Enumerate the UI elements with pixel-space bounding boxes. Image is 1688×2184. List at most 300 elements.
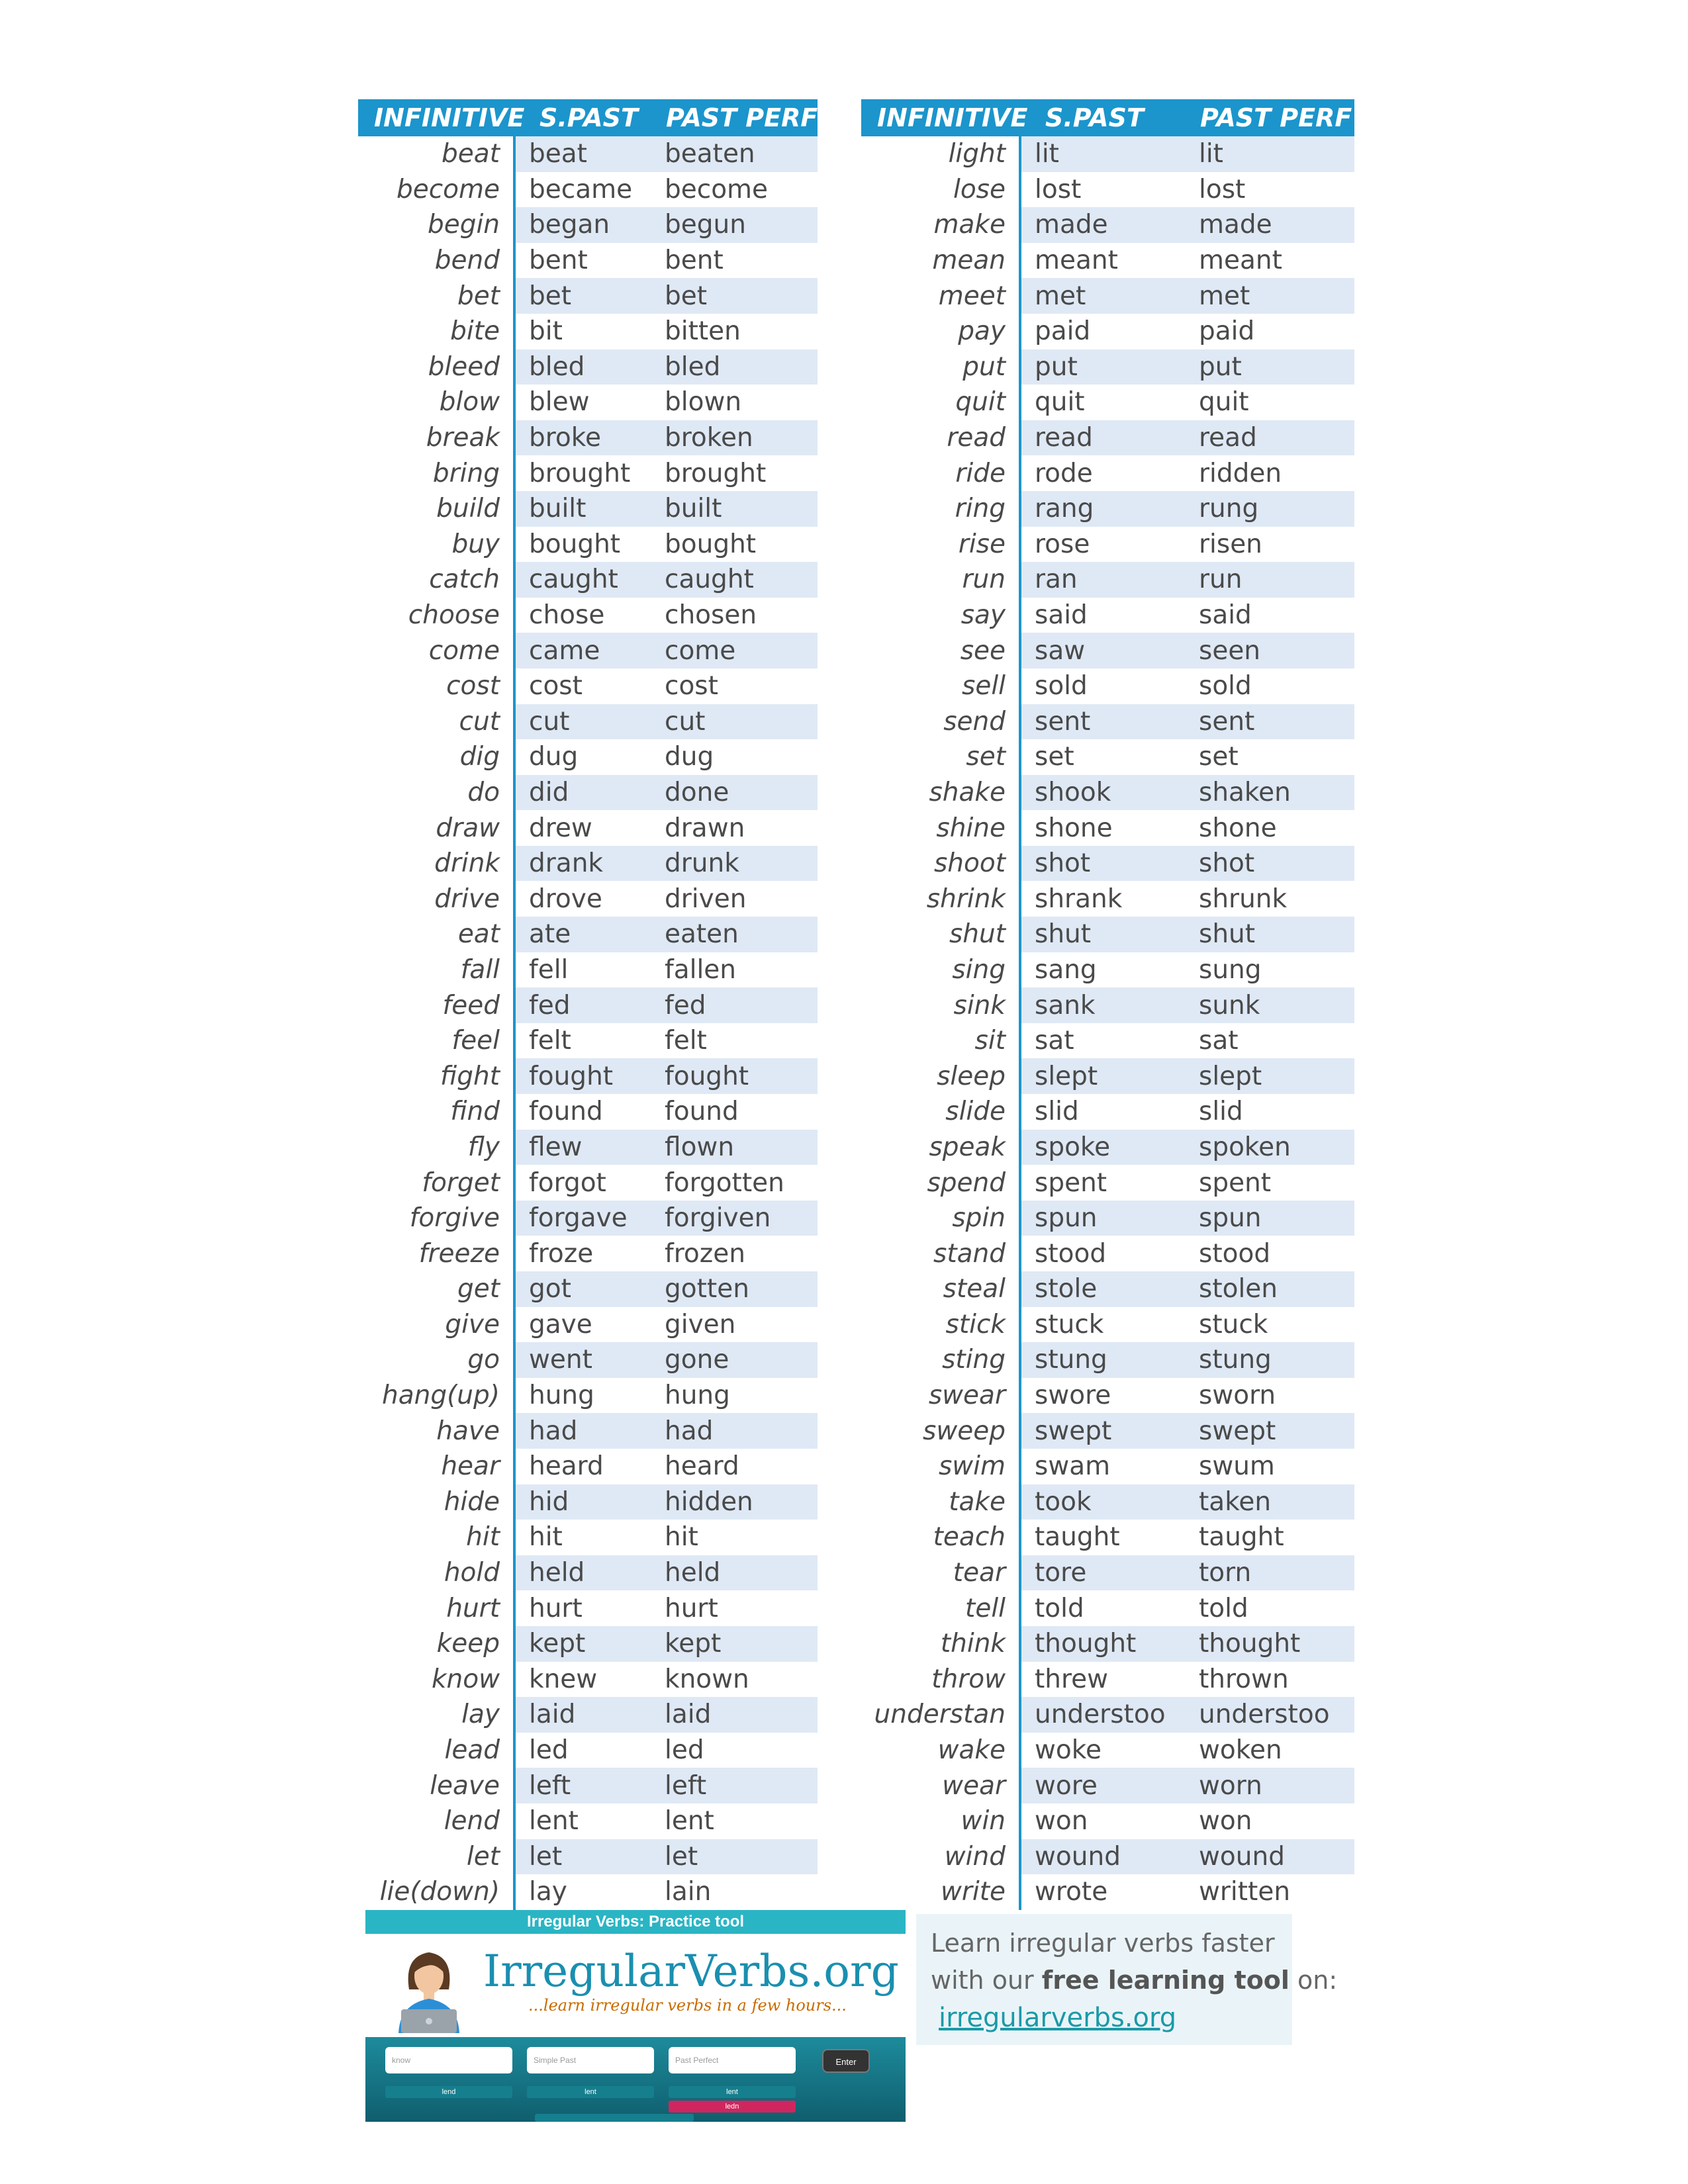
infinitive-cell: hang(up) bbox=[358, 1378, 514, 1414]
past-perfect-cell: quit bbox=[1186, 385, 1354, 420]
table-row bbox=[861, 207, 1354, 243]
past-perfect-cell: risen bbox=[1186, 527, 1354, 563]
simple-past-cell: shook bbox=[1020, 775, 1186, 811]
past-perfect-cell: sworn bbox=[1186, 1378, 1354, 1414]
past-perfect-cell: torn bbox=[1186, 1555, 1354, 1591]
infinitive-cell: feed bbox=[358, 987, 514, 1023]
simple-past-cell: gave bbox=[514, 1307, 651, 1343]
infinitive-cell: blow bbox=[358, 385, 514, 420]
table-row bbox=[861, 1307, 1354, 1343]
past-perfect-cell: set bbox=[1186, 739, 1354, 775]
simple-past-cell: went bbox=[514, 1342, 651, 1378]
table-row bbox=[861, 1413, 1354, 1449]
past-perfect-cell: bent bbox=[651, 243, 818, 279]
logo-tagline: ...learn irregular verbs in a few hours... bbox=[528, 1996, 847, 2015]
table-row bbox=[861, 1058, 1354, 1094]
past-perfect-cell: become bbox=[651, 172, 818, 208]
simple-past-cell: flew bbox=[514, 1130, 651, 1165]
table-row bbox=[358, 598, 818, 633]
infinitive-cell: sing bbox=[861, 952, 1020, 988]
table-row bbox=[358, 1094, 818, 1130]
table-row bbox=[358, 810, 818, 846]
simple-past-cell: cut bbox=[514, 704, 651, 740]
table-row bbox=[861, 1520, 1354, 1555]
infinitive-cell: wind bbox=[861, 1839, 1020, 1875]
table-row bbox=[358, 136, 818, 172]
simple-past-cell: taught bbox=[1020, 1520, 1186, 1555]
infinitive-cell: lie(down) bbox=[358, 1874, 514, 1910]
past-perfect-cell: given bbox=[651, 1307, 818, 1343]
table-row bbox=[358, 455, 818, 491]
answer-chip: lent bbox=[527, 2086, 654, 2098]
simple-past-input[interactable]: Simple Past bbox=[527, 2047, 654, 2073]
past-perfect-cell: eaten bbox=[651, 917, 818, 952]
simple-past-cell: shone bbox=[1020, 810, 1186, 846]
table-row bbox=[861, 846, 1354, 882]
table-row bbox=[861, 1590, 1354, 1626]
verb-table-right bbox=[861, 99, 1356, 1910]
table-row bbox=[861, 1662, 1354, 1698]
infinitive-cell: buy bbox=[358, 527, 514, 563]
infinitive-cell: bring bbox=[358, 455, 514, 491]
table-row bbox=[358, 917, 818, 952]
infinitive-cell: tear bbox=[861, 1555, 1020, 1591]
table-row bbox=[861, 952, 1354, 988]
infinitive-cell: wear bbox=[861, 1768, 1020, 1803]
simple-past-cell: built bbox=[514, 491, 651, 527]
past-perfect-cell: built bbox=[651, 491, 818, 527]
table-row bbox=[861, 455, 1354, 491]
table-row bbox=[861, 1555, 1354, 1591]
simple-past-cell: got bbox=[514, 1271, 651, 1307]
infinitive-cell: dig bbox=[358, 739, 514, 775]
past-perfect-cell: blown bbox=[651, 385, 818, 420]
past-perfect-cell: spun bbox=[1186, 1201, 1354, 1236]
infinitive-cell: stick bbox=[861, 1307, 1020, 1343]
simple-past-cell: meant bbox=[1020, 243, 1186, 279]
infinitive-input[interactable]: know bbox=[385, 2047, 512, 2073]
header-past-perfect: PAST PERF bbox=[1186, 99, 1354, 136]
simple-past-cell: felt bbox=[514, 1023, 651, 1059]
past-perfect-cell: fought bbox=[651, 1058, 818, 1094]
table-row bbox=[861, 1697, 1354, 1733]
table-row bbox=[358, 704, 818, 740]
answer-chip: lend bbox=[385, 2086, 512, 2098]
simple-past-cell: had bbox=[514, 1413, 651, 1449]
past-perfect-cell: understoo bbox=[1186, 1697, 1354, 1733]
infinitive-cell: lose bbox=[861, 172, 1020, 208]
infinitive-cell: sleep bbox=[861, 1058, 1020, 1094]
simple-past-cell: froze bbox=[514, 1236, 651, 1271]
table-row bbox=[861, 1803, 1354, 1839]
past-perfect-cell: done bbox=[651, 775, 818, 811]
past-perfect-cell: stuck bbox=[1186, 1307, 1354, 1343]
past-perfect-cell: forgiven bbox=[651, 1201, 818, 1236]
infinitive-cell: leave bbox=[358, 1768, 514, 1803]
simple-past-cell: found bbox=[514, 1094, 651, 1130]
promo-line-2 bbox=[931, 1966, 1337, 1995]
infinitive-cell: run bbox=[861, 562, 1020, 598]
infinitive-cell: fall bbox=[358, 952, 514, 988]
past-perfect-cell: driven bbox=[651, 881, 818, 917]
simple-past-cell: read bbox=[1020, 420, 1186, 456]
infinitive-cell: hear bbox=[358, 1449, 514, 1484]
infinitive-cell: become bbox=[358, 172, 514, 208]
infinitive-cell: hold bbox=[358, 1555, 514, 1591]
table-row bbox=[358, 987, 818, 1023]
simple-past-cell: ate bbox=[514, 917, 651, 952]
infinitive-cell: catch bbox=[358, 562, 514, 598]
past-perfect-cell: shut bbox=[1186, 917, 1354, 952]
past-perfect-cell: said bbox=[1186, 598, 1354, 633]
table-row bbox=[358, 1839, 818, 1875]
promo-prefix: with our bbox=[931, 1966, 1042, 1995]
table-row bbox=[861, 278, 1354, 314]
simple-past-cell: fell bbox=[514, 952, 651, 988]
infinitive-cell: beat bbox=[358, 136, 514, 172]
table-row bbox=[861, 598, 1354, 633]
infinitive-cell: choose bbox=[358, 598, 514, 633]
simple-past-cell: did bbox=[514, 775, 651, 811]
past-perfect-input[interactable]: Past Perfect bbox=[669, 2047, 796, 2073]
infinitive-cell: sting bbox=[861, 1342, 1020, 1378]
infinitive-cell: build bbox=[358, 491, 514, 527]
infinitive-cell: drink bbox=[358, 846, 514, 882]
infinitive-cell: sell bbox=[861, 668, 1020, 704]
past-perfect-cell: stood bbox=[1186, 1236, 1354, 1271]
simple-past-cell: wore bbox=[1020, 1768, 1186, 1803]
table-row bbox=[861, 668, 1354, 704]
past-perfect-cell: run bbox=[1186, 562, 1354, 598]
infinitive-cell: spin bbox=[861, 1201, 1020, 1236]
past-perfect-cell: found bbox=[651, 1094, 818, 1130]
past-perfect-cell: had bbox=[651, 1413, 818, 1449]
infinitive-cell: understan bbox=[861, 1697, 1020, 1733]
table-row bbox=[861, 704, 1354, 740]
past-perfect-cell: chosen bbox=[651, 598, 818, 633]
answer-chip: lent bbox=[669, 2086, 796, 2098]
table-row bbox=[358, 1590, 818, 1626]
table-row bbox=[358, 1697, 818, 1733]
infinitive-cell: say bbox=[861, 598, 1020, 633]
simple-past-cell: understoo bbox=[1020, 1697, 1186, 1733]
table-row bbox=[861, 1201, 1354, 1236]
table-row bbox=[358, 1662, 818, 1698]
past-perfect-cell: sung bbox=[1186, 952, 1354, 988]
infinitive-cell: stand bbox=[861, 1236, 1020, 1271]
simple-past-cell: heard bbox=[514, 1449, 651, 1484]
infinitive-cell: meet bbox=[861, 278, 1020, 314]
header-infinitive: INFINITIVE bbox=[861, 99, 1020, 136]
table-row bbox=[861, 172, 1354, 208]
promo-bold: free learning tool bbox=[1041, 1966, 1289, 1995]
simple-past-cell: told bbox=[1020, 1590, 1186, 1626]
table-row bbox=[358, 1236, 818, 1271]
table-row bbox=[861, 1626, 1354, 1662]
person-with-laptop-icon bbox=[389, 1943, 469, 2033]
table-row bbox=[861, 1733, 1354, 1768]
infinitive-cell: go bbox=[358, 1342, 514, 1378]
simple-past-cell: dug bbox=[514, 739, 651, 775]
simple-past-cell: said bbox=[1020, 598, 1186, 633]
infinitive-cell: mean bbox=[861, 243, 1020, 279]
progress-chip bbox=[535, 2114, 694, 2122]
table-row bbox=[861, 1130, 1354, 1165]
infinitive-cell: have bbox=[358, 1413, 514, 1449]
table-row bbox=[861, 1484, 1354, 1520]
simple-past-cell: won bbox=[1020, 1803, 1186, 1839]
simple-past-cell: met bbox=[1020, 278, 1186, 314]
infinitive-cell: forgive bbox=[358, 1201, 514, 1236]
infinitive-cell: eat bbox=[358, 917, 514, 952]
infinitive-cell: sweep bbox=[861, 1413, 1020, 1449]
simple-past-cell: brought bbox=[514, 455, 651, 491]
table-row bbox=[358, 1130, 818, 1165]
simple-past-cell: caught bbox=[514, 562, 651, 598]
infinitive-cell: put bbox=[861, 349, 1020, 385]
practice-tool-banner[interactable] bbox=[365, 1910, 906, 2122]
table-row bbox=[358, 1484, 818, 1520]
table-row bbox=[358, 278, 818, 314]
infinitive-cell: shut bbox=[861, 917, 1020, 952]
header-simple-past: S.PAST bbox=[514, 99, 651, 136]
past-perfect-cell: thrown bbox=[1186, 1662, 1354, 1698]
table-row bbox=[861, 881, 1354, 917]
past-perfect-cell: frozen bbox=[651, 1236, 818, 1271]
infinitive-cell: do bbox=[358, 775, 514, 811]
table-row bbox=[358, 1520, 818, 1555]
past-perfect-cell: hung bbox=[651, 1378, 818, 1414]
table-row bbox=[358, 1449, 818, 1484]
infinitive-cell: hurt bbox=[358, 1590, 514, 1626]
simple-past-cell: threw bbox=[1020, 1662, 1186, 1698]
table-row bbox=[861, 1271, 1354, 1307]
simple-past-cell: made bbox=[1020, 207, 1186, 243]
table-row bbox=[861, 491, 1354, 527]
past-perfect-cell: slid bbox=[1186, 1094, 1354, 1130]
promo-suffix: on: bbox=[1289, 1966, 1338, 1995]
simple-past-cell: lit bbox=[1020, 136, 1186, 172]
past-perfect-cell: written bbox=[1186, 1874, 1354, 1910]
infinitive-cell: make bbox=[861, 207, 1020, 243]
simple-past-cell: slid bbox=[1020, 1094, 1186, 1130]
infinitive-cell: see bbox=[861, 633, 1020, 668]
infinitive-cell: quit bbox=[861, 385, 1020, 420]
table-row bbox=[358, 172, 818, 208]
past-perfect-cell: rung bbox=[1186, 491, 1354, 527]
infinitive-cell: bite bbox=[358, 314, 514, 349]
simple-past-cell: spent bbox=[1020, 1165, 1186, 1201]
infinitive-cell: sit bbox=[861, 1023, 1020, 1059]
infinitive-cell: lend bbox=[358, 1803, 514, 1839]
infinitive-cell: think bbox=[861, 1626, 1020, 1662]
simple-past-cell: tore bbox=[1020, 1555, 1186, 1591]
infinitive-cell: forget bbox=[358, 1165, 514, 1201]
infinitive-cell: shrink bbox=[861, 881, 1020, 917]
infinitive-cell: pay bbox=[861, 314, 1020, 349]
simple-past-cell: drove bbox=[514, 881, 651, 917]
simple-past-cell: wound bbox=[1020, 1839, 1186, 1875]
infinitive-cell: hit bbox=[358, 1520, 514, 1555]
simple-past-cell: lost bbox=[1020, 172, 1186, 208]
simple-past-cell: cost bbox=[514, 668, 651, 704]
promo-line-1: Learn irregular verbs faster bbox=[931, 1929, 1275, 1958]
past-perfect-cell: forgotten bbox=[651, 1165, 818, 1201]
table-row bbox=[358, 952, 818, 988]
past-perfect-cell: bitten bbox=[651, 314, 818, 349]
table-row bbox=[358, 1803, 818, 1839]
past-perfect-cell: heard bbox=[651, 1449, 818, 1484]
simple-past-cell: sank bbox=[1020, 987, 1186, 1023]
promo-link[interactable]: irregularverbs.org bbox=[939, 2003, 1177, 2033]
infinitive-cell: rise bbox=[861, 527, 1020, 563]
table-row bbox=[358, 1626, 818, 1662]
infinitive-cell: speak bbox=[861, 1130, 1020, 1165]
simple-past-cell: sang bbox=[1020, 952, 1186, 988]
past-perfect-cell: brought bbox=[651, 455, 818, 491]
past-perfect-cell: sunk bbox=[1186, 987, 1354, 1023]
simple-past-cell: hit bbox=[514, 1520, 651, 1555]
infinitive-cell: ring bbox=[861, 491, 1020, 527]
simple-past-cell: lay bbox=[514, 1874, 651, 1910]
simple-past-cell: ran bbox=[1020, 562, 1186, 598]
simple-past-cell: sent bbox=[1020, 704, 1186, 740]
infinitive-cell: break bbox=[358, 420, 514, 456]
past-perfect-cell: broken bbox=[651, 420, 818, 456]
infinitive-cell: take bbox=[861, 1484, 1020, 1520]
past-perfect-cell: sent bbox=[1186, 704, 1354, 740]
infinitive-cell: fly bbox=[358, 1130, 514, 1165]
table-row bbox=[861, 810, 1354, 846]
past-perfect-cell: beaten bbox=[651, 136, 818, 172]
table-row bbox=[358, 881, 818, 917]
past-perfect-cell: fed bbox=[651, 987, 818, 1023]
simple-past-cell: lent bbox=[514, 1803, 651, 1839]
table-row bbox=[861, 917, 1354, 952]
table-row bbox=[861, 527, 1354, 563]
table-row bbox=[861, 314, 1354, 349]
infinitive-cell: cut bbox=[358, 704, 514, 740]
simple-past-cell: rose bbox=[1020, 527, 1186, 563]
table-header-row bbox=[861, 99, 1354, 136]
past-perfect-cell: cut bbox=[651, 704, 818, 740]
table-row bbox=[861, 420, 1354, 456]
infinitive-cell: know bbox=[358, 1662, 514, 1698]
past-perfect-cell: come bbox=[651, 633, 818, 668]
infinitive-cell: bleed bbox=[358, 349, 514, 385]
past-perfect-cell: bet bbox=[651, 278, 818, 314]
table-row bbox=[358, 562, 818, 598]
past-perfect-cell: meant bbox=[1186, 243, 1354, 279]
table-row bbox=[358, 1768, 818, 1803]
past-perfect-cell: lain bbox=[651, 1874, 818, 1910]
simple-past-cell: forgot bbox=[514, 1165, 651, 1201]
past-perfect-cell: gone bbox=[651, 1342, 818, 1378]
simple-past-cell: woke bbox=[1020, 1733, 1186, 1768]
logo-text: IrregularVerbs.org bbox=[483, 1946, 899, 1997]
simple-past-cell: hid bbox=[514, 1484, 651, 1520]
table-row bbox=[358, 1165, 818, 1201]
simple-past-cell: swept bbox=[1020, 1413, 1186, 1449]
simple-past-cell: kept bbox=[514, 1626, 651, 1662]
table-row bbox=[861, 1023, 1354, 1059]
table-row bbox=[358, 1413, 818, 1449]
simple-past-cell: bled bbox=[514, 349, 651, 385]
past-perfect-cell: let bbox=[651, 1839, 818, 1875]
past-perfect-cell: shrunk bbox=[1186, 881, 1354, 917]
simple-past-cell: let bbox=[514, 1839, 651, 1875]
past-perfect-cell: hit bbox=[651, 1520, 818, 1555]
simple-past-cell: thought bbox=[1020, 1626, 1186, 1662]
simple-past-cell: paid bbox=[1020, 314, 1186, 349]
simple-past-cell: laid bbox=[514, 1697, 651, 1733]
simple-past-cell: rode bbox=[1020, 455, 1186, 491]
table-row bbox=[861, 1094, 1354, 1130]
past-perfect-cell: taught bbox=[1186, 1520, 1354, 1555]
simple-past-cell: bit bbox=[514, 314, 651, 349]
infinitive-cell: cost bbox=[358, 668, 514, 704]
past-perfect-cell: dug bbox=[651, 739, 818, 775]
past-perfect-cell: led bbox=[651, 1733, 818, 1768]
table-row bbox=[358, 207, 818, 243]
simple-past-cell: stung bbox=[1020, 1342, 1186, 1378]
table-row bbox=[861, 243, 1354, 279]
enter-button[interactable]: Enter bbox=[822, 2049, 870, 2073]
past-perfect-cell: shone bbox=[1186, 810, 1354, 846]
infinitive-cell: get bbox=[358, 1271, 514, 1307]
infinitive-cell: ride bbox=[861, 455, 1020, 491]
simple-past-cell: broke bbox=[514, 420, 651, 456]
table-row bbox=[861, 1768, 1354, 1803]
table-row bbox=[358, 633, 818, 668]
infinitive-cell: set bbox=[861, 739, 1020, 775]
table-row bbox=[358, 1201, 818, 1236]
table-row bbox=[358, 314, 818, 349]
header-infinitive: INFINITIVE bbox=[358, 99, 514, 136]
infinitive-cell: lay bbox=[358, 1697, 514, 1733]
table-row bbox=[861, 1378, 1354, 1414]
infinitive-cell: bend bbox=[358, 243, 514, 279]
simple-past-cell: held bbox=[514, 1555, 651, 1591]
header-simple-past: S.PAST bbox=[1020, 99, 1186, 136]
past-perfect-cell: spoken bbox=[1186, 1130, 1354, 1165]
past-perfect-cell: taken bbox=[1186, 1484, 1354, 1520]
simple-past-cell: stole bbox=[1020, 1271, 1186, 1307]
simple-past-cell: led bbox=[514, 1733, 651, 1768]
past-perfect-cell: kept bbox=[651, 1626, 818, 1662]
table-row bbox=[358, 1342, 818, 1378]
infinitive-cell: lead bbox=[358, 1733, 514, 1768]
simple-past-cell: saw bbox=[1020, 633, 1186, 668]
simple-past-cell: sold bbox=[1020, 668, 1186, 704]
past-perfect-cell: laid bbox=[651, 1697, 818, 1733]
table-row bbox=[861, 136, 1354, 172]
simple-past-cell: beat bbox=[514, 136, 651, 172]
simple-past-cell: wrote bbox=[1020, 1874, 1186, 1910]
simple-past-cell: spun bbox=[1020, 1201, 1186, 1236]
table-row bbox=[861, 633, 1354, 668]
table-row bbox=[358, 739, 818, 775]
infinitive-cell: feel bbox=[358, 1023, 514, 1059]
table-row bbox=[358, 1023, 818, 1059]
past-perfect-cell: worn bbox=[1186, 1768, 1354, 1803]
past-perfect-cell: stung bbox=[1186, 1342, 1354, 1378]
table-row bbox=[861, 1236, 1354, 1271]
past-perfect-cell: shaken bbox=[1186, 775, 1354, 811]
past-perfect-cell: fallen bbox=[651, 952, 818, 988]
table-row bbox=[861, 1165, 1354, 1201]
simple-past-cell: knew bbox=[514, 1662, 651, 1698]
